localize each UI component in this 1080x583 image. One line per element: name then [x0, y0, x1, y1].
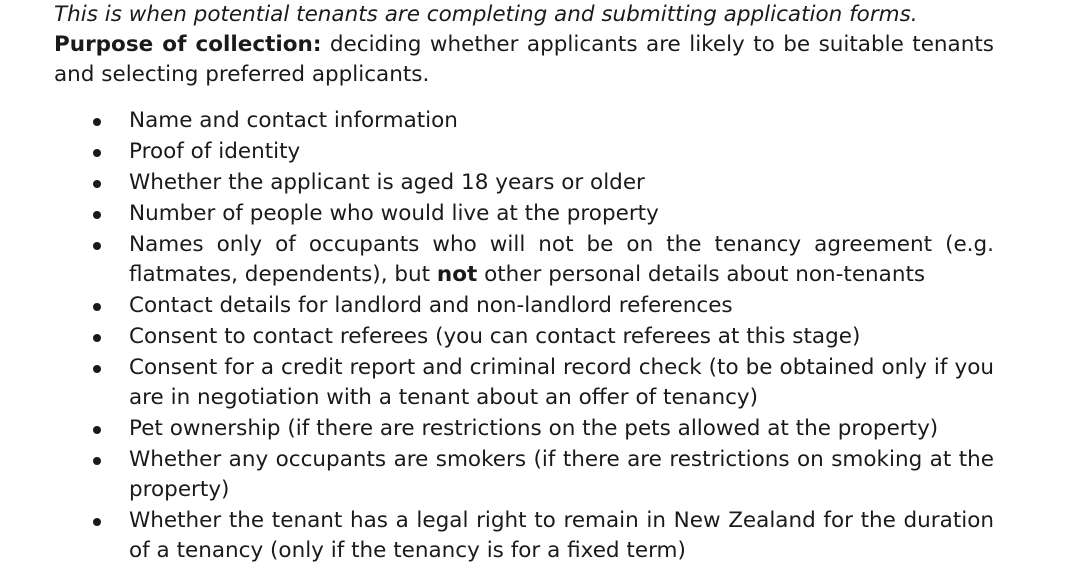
list-item: Contact details for landlord and non-landlord references [54, 291, 994, 321]
bullet-icon [93, 180, 101, 188]
bullet-icon [93, 211, 101, 219]
purpose-label: Purpose of collection: [54, 32, 322, 57]
list-item: Pet ownership (if there are restrictions on the pets allowed at the property) [54, 414, 994, 444]
list-item: Whether the applicant is aged 18 years or older [54, 168, 994, 198]
emphasis-not: not [436, 262, 478, 287]
bullet-icon [93, 303, 101, 311]
list-item: Names only of occupants who will not be on the tenancy agreement (e.g. flatmates, dependents), but not other personal details about non-tenants [54, 230, 994, 290]
list-item: Whether any occupants are smokers (if there are restrictions on smoking at the property) [54, 445, 994, 505]
bullet-icon [93, 365, 101, 373]
list-item: Proof of identity [54, 137, 994, 167]
list-item: Name and contact information [54, 106, 994, 136]
list-item: Consent for a credit report and criminal record check (to be obtained only if you are in negotiation with a tenant about an offer of tenancy) [54, 353, 994, 413]
bullet-icon [93, 518, 101, 526]
bullet-icon [93, 242, 101, 250]
list-item: Number of people who would live at the property [54, 199, 994, 229]
list-item: Consent to contact referees (you can contact referees at this stage) [54, 322, 994, 352]
bullet-icon [93, 334, 101, 342]
bullet-icon [93, 457, 101, 465]
list-item: Whether the tenant has a legal right to remain in New Zealand for the duration of a tenancy (only if the tenancy is for a fixed term) [54, 506, 994, 566]
bullet-icon [93, 118, 101, 126]
intro-paragraph [54, 0, 994, 90]
document-body [54, 0, 994, 567]
bullet-icon [93, 149, 101, 157]
purpose-text: deciding whether applicants are likely to be suitable tenants and selecting preferred applicants. [54, 32, 994, 87]
intro-line: This is when potential tenants are completing and submitting application forms. [54, 2, 918, 27]
collected-info-list [54, 106, 994, 566]
bullet-icon [93, 426, 101, 434]
